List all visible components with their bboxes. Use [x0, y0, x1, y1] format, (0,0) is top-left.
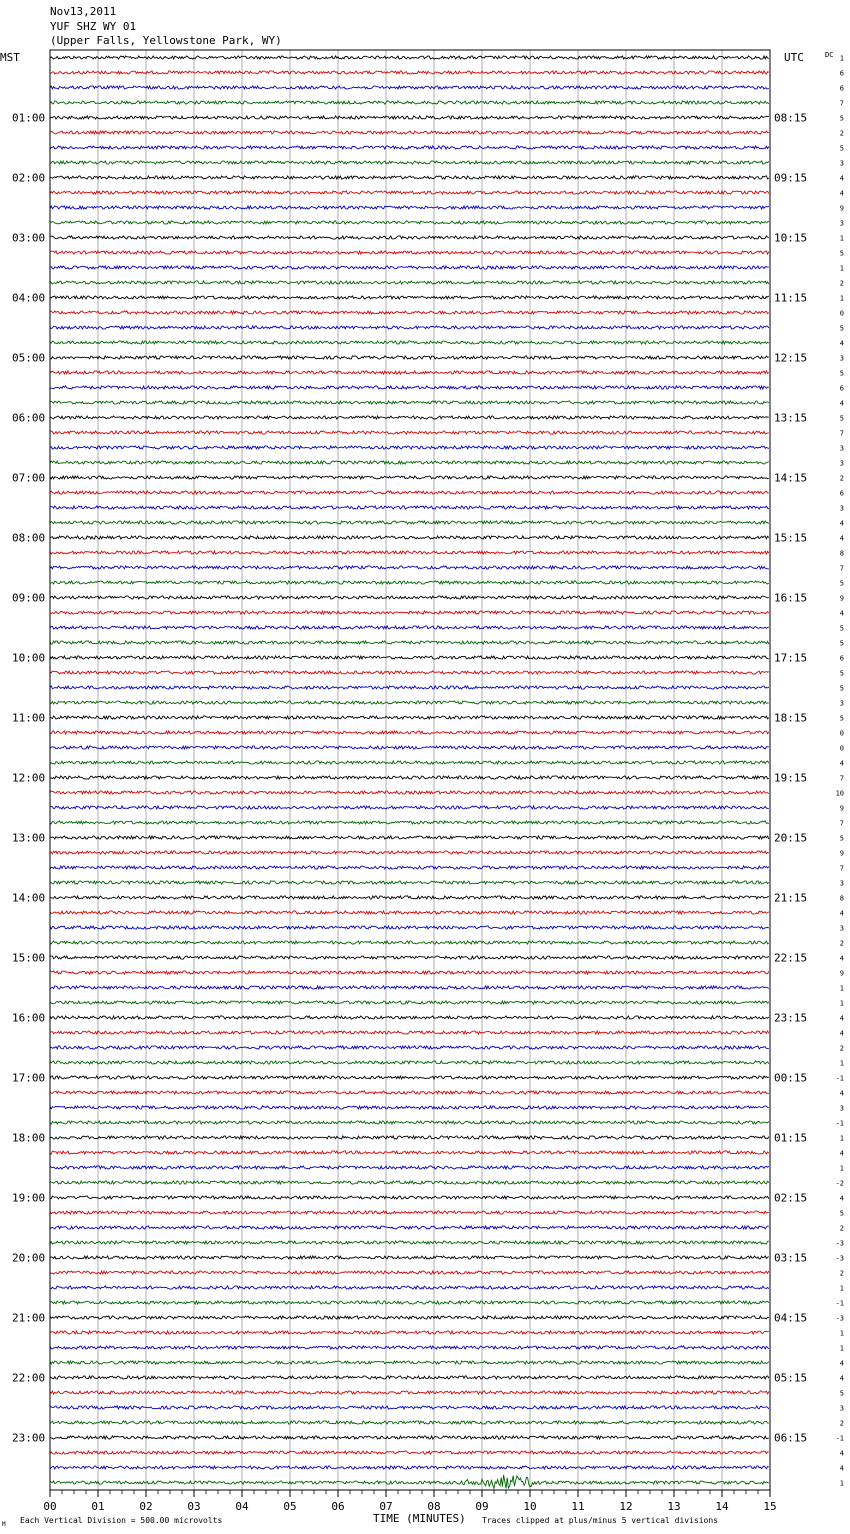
x-tick-label: 08 — [427, 1500, 441, 1513]
seismic-trace — [50, 761, 769, 764]
dc-offset-label: 4 — [839, 189, 844, 198]
dc-offset-label: 5 — [839, 669, 844, 678]
dc-offset-label: 5 — [839, 324, 844, 333]
dc-offset-label: 3 — [839, 1104, 844, 1113]
dc-offset-label: 9 — [839, 594, 844, 603]
seismic-trace — [50, 1046, 769, 1049]
seismic-trace — [50, 656, 769, 659]
dc-offset-label: 3 — [839, 354, 844, 363]
right-hour-label: 16:15 — [774, 591, 808, 605]
seismic-trace — [50, 401, 769, 404]
right-hour-labels — [774, 112, 807, 1445]
clip-note: Traces clipped at plus/minus 5 vertical divisions — [482, 1516, 719, 1525]
dc-offset-label: 2 — [839, 474, 844, 483]
dc-offset-label: 4 — [839, 339, 844, 348]
left-hour-label: 21:00 — [12, 1311, 46, 1325]
right-hour-label: 02:15 — [774, 1191, 808, 1205]
dc-offset-label: 5 — [839, 714, 844, 723]
right-hour-label: 12:15 — [774, 351, 808, 365]
x-tick-label: 12 — [619, 1500, 633, 1513]
x-tick-label: 01 — [91, 1500, 105, 1513]
left-hour-label: 02:00 — [12, 171, 46, 185]
seismic-trace — [50, 251, 769, 254]
dc-offset-label: 5 — [839, 144, 844, 153]
seismic-trace — [50, 731, 769, 734]
seismic-trace — [50, 461, 769, 464]
seismic-trace — [50, 1391, 769, 1394]
left-hour-label: 16:00 — [12, 1011, 46, 1025]
dc-offset-label: 5 — [839, 624, 844, 633]
left-hour-label: 12:00 — [12, 771, 46, 785]
dc-offset-label: 9 — [839, 804, 844, 813]
seismic-trace — [50, 1331, 769, 1334]
dc-offset-label: 3 — [839, 924, 844, 933]
seismic-trace — [50, 836, 769, 839]
dc-offset-label: 4 — [839, 954, 844, 963]
seismic-trace — [50, 611, 769, 614]
chart-date: Nov13,2011 — [50, 5, 117, 18]
seismic-trace — [50, 1451, 769, 1454]
dc-offset-label: 4 — [839, 534, 844, 543]
x-tick-label: 00 — [43, 1500, 57, 1513]
dc-column-label: DC — [825, 51, 834, 59]
dc-offset-label: 5 — [839, 1389, 844, 1398]
seismic-trace — [50, 266, 769, 269]
dc-offset-label: 3 — [839, 699, 844, 708]
right-timezone-label: UTC — [784, 51, 804, 64]
left-hour-labels — [12, 112, 45, 1445]
dc-offset-label: 7 — [839, 864, 844, 873]
plot-frame — [50, 50, 770, 1490]
right-hour-label: 06:15 — [774, 1431, 808, 1445]
dc-offset-label: -2 — [835, 1179, 844, 1188]
right-hour-label: 05:15 — [774, 1371, 808, 1385]
dc-offset-label: 9 — [839, 204, 844, 213]
dc-offset-label: 4 — [839, 1374, 844, 1383]
left-hour-label: 10:00 — [12, 651, 46, 665]
dc-offset-label: 6 — [839, 384, 844, 393]
seismic-trace — [50, 296, 769, 299]
seismic-trace — [50, 821, 769, 824]
dc-offset-label: 3 — [839, 459, 844, 468]
dc-offset-label: 1 — [839, 1344, 844, 1353]
seismic-trace — [50, 281, 769, 284]
left-hour-label: 20:00 — [12, 1251, 46, 1265]
dc-offset-label: -3 — [835, 1239, 844, 1248]
dc-offset-label: 2 — [839, 1419, 844, 1428]
seismic-trace — [50, 866, 769, 869]
left-hour-label: 11:00 — [12, 711, 46, 725]
left-hour-label: 06:00 — [12, 411, 46, 425]
dc-offset-label: 5 — [839, 1209, 844, 1218]
dc-offset-label: 4 — [839, 399, 844, 408]
dc-offset-label: 1 — [839, 1284, 844, 1293]
seismic-trace — [50, 326, 769, 329]
seismic-trace — [50, 371, 769, 374]
left-hour-label: 23:00 — [12, 1431, 46, 1445]
seismic-trace — [50, 1301, 769, 1304]
seismic-trace — [50, 551, 769, 554]
seismic-trace — [50, 566, 769, 569]
x-axis-ticks — [43, 1490, 776, 1513]
right-hour-label: 14:15 — [774, 471, 808, 485]
dc-offset-label: 2 — [839, 1269, 844, 1278]
right-hour-label: 01:15 — [774, 1131, 808, 1145]
dc-offset-label: 1 — [839, 1164, 844, 1173]
chart-location: (Upper Falls, Yellowstone Park, WY) — [50, 34, 282, 47]
seismic-trace — [50, 1466, 769, 1469]
left-hour-label: 14:00 — [12, 891, 46, 905]
seismic-trace — [50, 1211, 769, 1214]
seismic-trace — [50, 686, 769, 689]
scale-note: Each Vertical Division = 500.00 microvolts — [20, 1516, 223, 1525]
dc-offset-label: 1 — [839, 234, 844, 243]
seismic-trace — [50, 1436, 769, 1439]
dc-offset-label: 3 — [839, 159, 844, 168]
dc-offset-label: 2 — [839, 1044, 844, 1053]
seismic-trace — [50, 1376, 769, 1379]
right-hour-label: 23:15 — [774, 1011, 808, 1025]
seismic-trace — [50, 971, 769, 974]
right-hour-label: 10:15 — [774, 231, 808, 245]
x-axis-title: TIME (MINUTES) — [373, 1512, 466, 1525]
dc-offset-label: 4 — [839, 1014, 844, 1023]
dc-offset-label: -1 — [835, 1434, 844, 1443]
seismic-trace — [50, 941, 769, 944]
dc-offset-label: 1 — [839, 1059, 844, 1068]
seismic-trace — [50, 986, 769, 989]
seismic-trace — [50, 356, 769, 359]
dc-offset-label: 5 — [839, 414, 844, 423]
dc-offset-label: 5 — [839, 249, 844, 258]
dc-offset-label: 6 — [839, 654, 844, 663]
seismic-trace — [50, 341, 769, 344]
dc-offset-label: 5 — [839, 114, 844, 123]
seismic-trace — [50, 776, 769, 779]
dc-offset-label: 6 — [839, 69, 844, 78]
seismic-trace — [50, 86, 769, 89]
seismic-trace — [50, 491, 769, 494]
dc-offset-label: 4 — [839, 1089, 844, 1098]
seismic-trace — [50, 1136, 769, 1139]
dc-offset-label: 0 — [839, 744, 844, 753]
seismic-trace — [50, 1256, 769, 1259]
seismic-trace — [50, 671, 769, 674]
left-hour-label: 08:00 — [12, 531, 46, 545]
seismic-trace — [50, 581, 769, 584]
seismic-trace — [50, 521, 769, 524]
dc-offset-label: 1 — [839, 1134, 844, 1143]
dc-offset-label: 7 — [839, 99, 844, 108]
seismic-trace — [50, 716, 769, 719]
dc-offset-label: 4 — [839, 909, 844, 918]
dc-offset-label: 5 — [839, 639, 844, 648]
seismic-trace — [50, 1076, 769, 1079]
dc-offset-label: 1 — [839, 984, 844, 993]
left-hour-label: 07:00 — [12, 471, 46, 485]
seismic-trace — [50, 101, 769, 104]
dc-offset-label: 4 — [839, 1149, 844, 1158]
dc-offset-label: -1 — [835, 1119, 844, 1128]
dc-offset-label: 2 — [839, 129, 844, 138]
dc-offset-label: 4 — [839, 1029, 844, 1038]
seismic-trace — [50, 1361, 769, 1364]
left-hour-label: 04:00 — [12, 291, 46, 305]
dc-offset-label: 1 — [839, 1479, 844, 1488]
left-hour-label: 17:00 — [12, 1071, 46, 1085]
right-hour-label: 17:15 — [774, 651, 808, 665]
seismic-trace — [50, 896, 769, 899]
dc-offset-label: 1 — [839, 1329, 844, 1338]
right-hour-label: 11:15 — [774, 291, 808, 305]
seismic-trace — [50, 146, 769, 149]
left-timezone-label: MST — [0, 51, 20, 64]
x-tick-label: 02 — [139, 1500, 153, 1513]
seismic-trace — [50, 791, 769, 794]
left-hour-label: 18:00 — [12, 1131, 46, 1145]
right-hour-label: 09:15 — [774, 171, 808, 185]
right-hour-label: 19:15 — [774, 771, 808, 785]
seismic-trace — [50, 1016, 769, 1019]
dc-offset-label: 3 — [839, 219, 844, 228]
seismic-trace — [50, 386, 769, 389]
seismic-trace — [50, 1475, 769, 1489]
seismic-trace — [50, 926, 769, 929]
seismic-trace — [50, 1421, 769, 1424]
seismic-trace — [50, 1316, 769, 1319]
right-hour-label: 13:15 — [774, 411, 808, 425]
right-hour-label: 03:15 — [774, 1251, 808, 1265]
dc-offset-label: 5 — [839, 834, 844, 843]
seismic-trace — [50, 1166, 769, 1169]
seismic-trace — [50, 1061, 769, 1064]
dc-offset-label: 0 — [839, 309, 844, 318]
seismic-trace — [50, 701, 769, 704]
seismic-trace — [50, 416, 769, 419]
seismic-trace — [50, 1241, 769, 1244]
dc-offset-label: 4 — [839, 174, 844, 183]
dc-offset-labels — [836, 55, 844, 1488]
dc-offset-label: 5 — [839, 684, 844, 693]
seismic-trace — [50, 911, 769, 914]
right-hour-label: 04:15 — [774, 1311, 808, 1325]
seismic-trace — [50, 506, 769, 509]
dc-offset-label: 8 — [839, 549, 844, 558]
dc-offset-label: 1 — [839, 999, 844, 1008]
dc-offset-label: 1 — [839, 264, 844, 273]
dc-offset-label: 1 — [839, 294, 844, 303]
left-hour-label: 05:00 — [12, 351, 46, 365]
seismic-trace — [50, 311, 769, 314]
x-tick-label: 15 — [763, 1500, 777, 1513]
left-hour-label: 01:00 — [12, 111, 46, 125]
dc-offset-label: 4 — [839, 1194, 844, 1203]
seismic-trace — [50, 596, 769, 599]
dc-offset-label: 2 — [839, 279, 844, 288]
dc-offset-label: 4 — [839, 1464, 844, 1473]
seismic-trace — [50, 746, 769, 749]
x-tick-label: 14 — [715, 1500, 729, 1513]
seismic-trace — [50, 56, 769, 59]
seismic-trace — [50, 1031, 769, 1034]
seismic-trace — [50, 476, 769, 479]
x-tick-label: 05 — [283, 1500, 297, 1513]
x-tick-label: 04 — [235, 1500, 249, 1513]
dc-offset-label: 4 — [839, 1359, 844, 1368]
seismic-trace — [50, 71, 769, 74]
x-tick-label: 03 — [187, 1500, 201, 1513]
dc-offset-label: 9 — [839, 969, 844, 978]
x-tick-label: 09 — [475, 1500, 489, 1513]
seismic-trace — [50, 1121, 769, 1124]
seismic-trace — [50, 191, 769, 194]
seismic-trace — [50, 206, 769, 209]
x-tick-label: 07 — [379, 1500, 393, 1513]
right-hour-label: 00:15 — [774, 1071, 808, 1085]
dc-offset-label: 10 — [835, 789, 844, 798]
x-tick-label: 13 — [667, 1500, 681, 1513]
dc-offset-label: 3 — [839, 879, 844, 888]
dc-offset-label: 7 — [839, 819, 844, 828]
dc-offset-label: 8 — [839, 894, 844, 903]
right-hour-label: 15:15 — [774, 531, 808, 545]
dc-offset-label: 7 — [839, 774, 844, 783]
x-tick-label: 06 — [331, 1500, 345, 1513]
seismic-trace — [50, 161, 769, 164]
left-hour-label: 19:00 — [12, 1191, 46, 1205]
dc-offset-label: 9 — [839, 849, 844, 858]
dc-offset-label: 3 — [839, 444, 844, 453]
left-hour-label: 13:00 — [12, 831, 46, 845]
left-hour-label: 22:00 — [12, 1371, 46, 1385]
seismic-trace — [50, 956, 769, 959]
seismic-trace — [50, 536, 769, 539]
seismic-trace — [50, 1106, 769, 1109]
dc-offset-label: 7 — [839, 564, 844, 573]
seismic-trace — [50, 806, 769, 809]
seismic-trace — [50, 1226, 769, 1229]
dc-offset-label: -1 — [835, 1299, 844, 1308]
dc-offset-label: 7 — [839, 429, 844, 438]
x-tick-label: 11 — [571, 1500, 585, 1513]
dc-offset-label: 6 — [839, 84, 844, 93]
seismic-trace — [50, 1151, 769, 1154]
right-hour-label: 08:15 — [774, 111, 808, 125]
seismic-trace — [50, 1271, 769, 1274]
dc-offset-label: 4 — [839, 759, 844, 768]
seismic-trace — [50, 1196, 769, 1199]
dc-offset-label: 2 — [839, 939, 844, 948]
dc-offset-label: -3 — [835, 1254, 844, 1263]
dc-offset-label: 6 — [839, 489, 844, 498]
dc-offset-label: 3 — [839, 1404, 844, 1413]
right-hour-label: 18:15 — [774, 711, 808, 725]
right-hour-label: 21:15 — [774, 891, 808, 905]
right-hour-label: 22:15 — [774, 951, 808, 965]
seismic-trace — [50, 1346, 769, 1349]
seismic-trace — [50, 881, 769, 884]
dc-offset-label: 2 — [839, 1224, 844, 1233]
left-hour-label: 15:00 — [12, 951, 46, 965]
seismic-trace — [50, 1181, 769, 1184]
corner-mark: M — [2, 1521, 6, 1528]
x-tick-label: 10 — [523, 1500, 537, 1513]
right-hour-label: 20:15 — [774, 831, 808, 845]
seismic-trace — [50, 131, 769, 134]
seismic-trace — [50, 176, 769, 179]
seismic-trace — [50, 446, 769, 449]
trace-group — [50, 56, 769, 1489]
dc-offset-label: 3 — [839, 504, 844, 513]
seismic-trace — [50, 1406, 769, 1409]
seismic-trace — [50, 1286, 769, 1289]
dc-offset-label: 1 — [839, 54, 844, 63]
dc-offset-label: -3 — [835, 1314, 844, 1323]
dc-offset-label: 4 — [839, 1449, 844, 1458]
seismic-trace — [50, 626, 769, 629]
dc-offset-label: 5 — [839, 369, 844, 378]
dc-offset-label: 4 — [839, 519, 844, 528]
seismic-trace — [50, 116, 769, 119]
dc-offset-label: -1 — [835, 1074, 844, 1083]
dc-offset-label: 4 — [839, 609, 844, 618]
seismic-trace — [50, 431, 769, 434]
seismic-trace — [50, 221, 769, 224]
left-hour-label: 03:00 — [12, 231, 46, 245]
seismic-trace — [50, 1001, 769, 1004]
seismic-trace — [50, 236, 769, 239]
dc-offset-label: 5 — [839, 579, 844, 588]
seismic-trace — [50, 851, 769, 854]
seismic-trace — [50, 1091, 769, 1094]
left-hour-label: 09:00 — [12, 591, 46, 605]
chart-station: YUF SHZ WY 01 — [50, 19, 137, 33]
dc-offset-label: 0 — [839, 729, 844, 738]
seismic-trace — [50, 641, 769, 644]
